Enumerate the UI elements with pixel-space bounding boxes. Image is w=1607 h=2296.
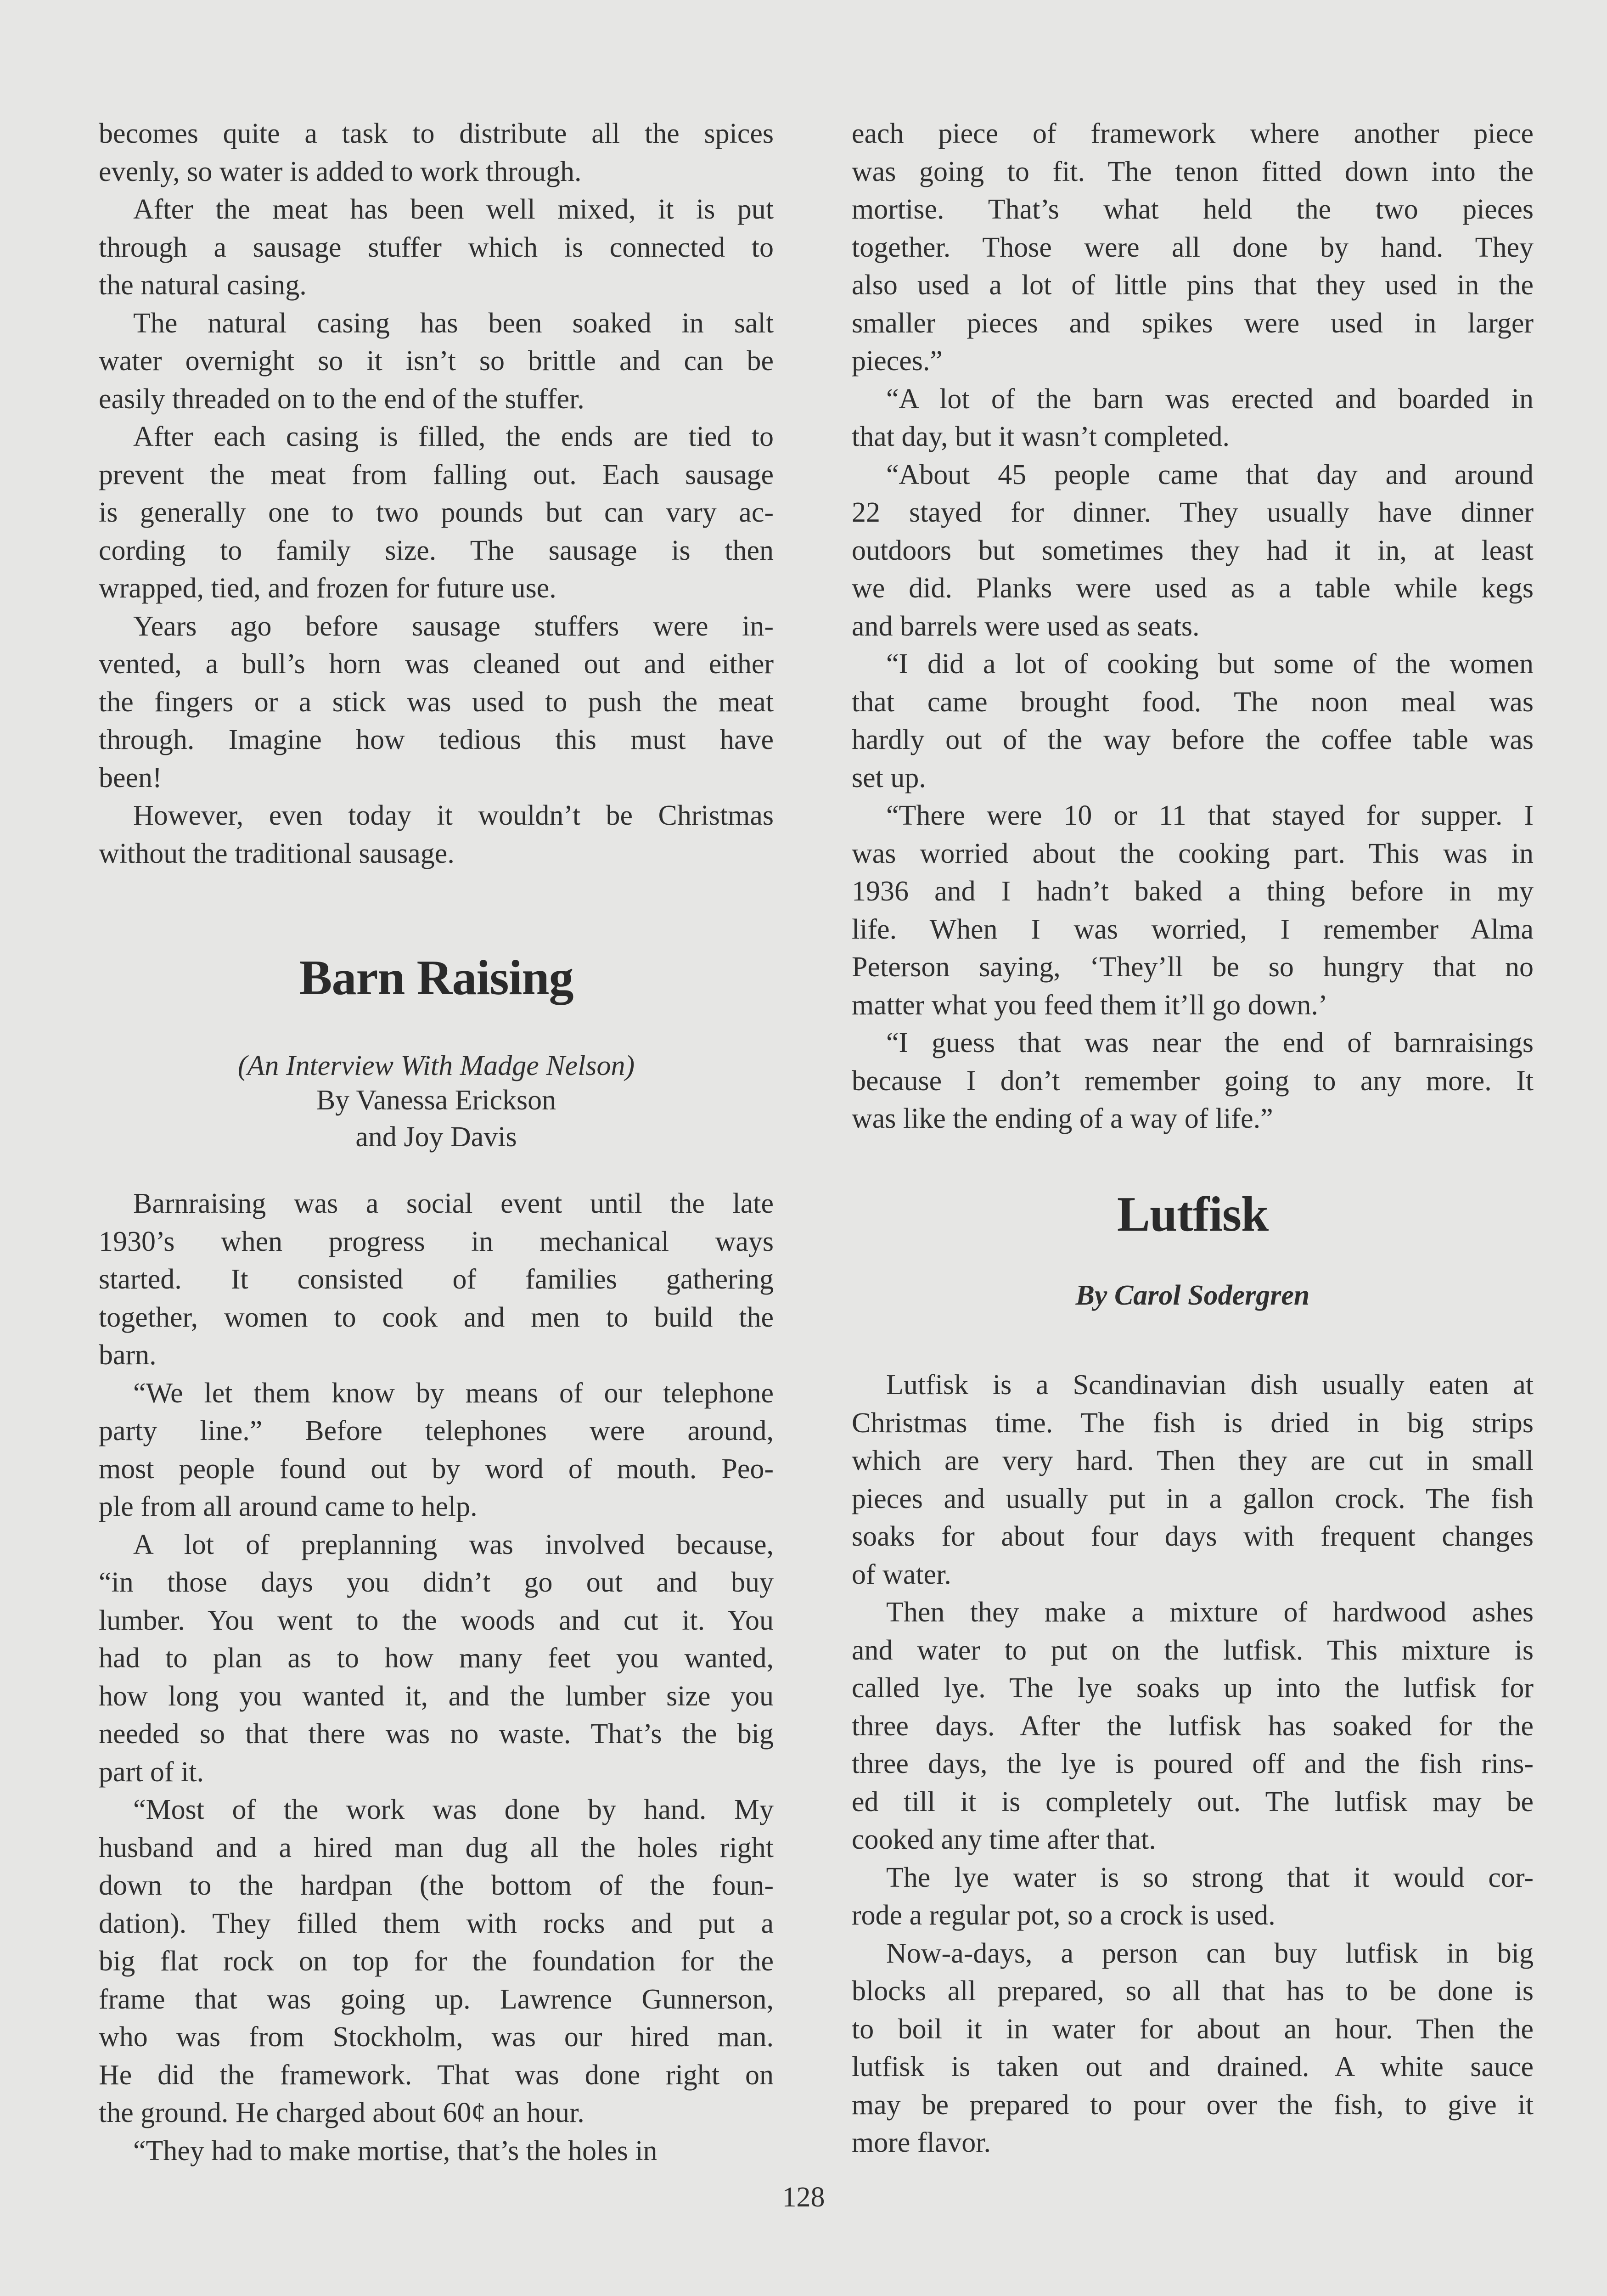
text-line: He did the framework. That was done right on [99, 2059, 774, 2091]
text-line: the fingers or a stick was used to push the meat [99, 686, 774, 718]
text-line: each piece of framework where another piece [852, 118, 1534, 149]
text-line: how long you wanted it, and the lumber size you [99, 1680, 774, 1712]
text-line: blocks all prepared, so all that has to be done is [852, 1975, 1534, 2007]
text-line: The lye water is so strong that it would cor- [886, 1862, 1534, 1893]
text-line: “There were 10 or 11 that stayed for supper. I [886, 800, 1534, 831]
text-line: life. When I was worried, I remember Alma [852, 913, 1534, 945]
text-line: had to plan as to how many feet you wanted, [99, 1643, 774, 1674]
text-line: 1936 and I hadn’t baked a thing before in my [852, 876, 1534, 907]
text-line: down to the hardpan (the bottom of the foun- [99, 1870, 774, 1901]
text-line: party line.” Before telephones were around, [99, 1415, 774, 1446]
text-line: to boil it in water for about an hour. Then the [852, 2013, 1534, 2045]
text-line: three days. After the lutfisk has soaked for the [852, 1710, 1534, 1742]
text-line: “I guess that was near the end of barnraisings [886, 1027, 1534, 1058]
text-line: smaller pieces and spikes were used in larger [852, 307, 1534, 339]
text-line: evenly, so water is added to work through. [99, 156, 582, 187]
text-line: rode a regular pot, so a crock is used. [852, 1900, 1275, 1931]
text-line: After each casing is filled, the ends are tied to [133, 421, 774, 452]
text-line: was like the ending of a way of life.” [852, 1103, 1273, 1134]
text-line: barn. [99, 1339, 157, 1371]
text-line: Now-a-days, a person can buy lutfisk in big [886, 1937, 1534, 1969]
text-line: pieces and usually put in a gallon crock. The fish [852, 1483, 1534, 1514]
text-line: because I don’t remember going to any more. It [852, 1065, 1534, 1097]
text-line: “They had to make mortise, that’s the holes in [133, 2135, 657, 2167]
text-line: big flat rock on top for the foundation for the [99, 1946, 774, 1977]
barn-raising-subtitle: (An Interview With Madge Nelson) [237, 1050, 635, 1081]
text-line: been! [99, 762, 162, 793]
text-line: “Most of the work was done by hand. My [133, 1794, 774, 1825]
text-line: and water to put on the lutfisk. This mixture is [852, 1634, 1534, 1666]
text-line: Peterson saying, ‘They’ll be so hungry that no [852, 951, 1534, 983]
text-line: we did. Planks were used as a table while kegs [852, 573, 1534, 604]
text-line: lumber. You went to the woods and cut it. You [99, 1604, 774, 1636]
text-line: frame that was going up. Lawrence Gunnerson, [99, 1983, 774, 2015]
text-line: Barnraising was a social event until the late [133, 1188, 774, 1219]
text-line: husband and a hired man dug all the holes right [99, 1832, 774, 1863]
text-line: water overnight so it isn’t so brittle and can be [99, 345, 774, 377]
text-line: started. It consisted of families gathering [99, 1264, 774, 1295]
text-line: lutfisk is taken out and drained. A white sauce [852, 2051, 1534, 2082]
text-line: needed so that there was no waste. That’s the big [99, 1718, 774, 1750]
text-line: wrapped, tied, and frozen for future use. [99, 573, 556, 604]
text-line: ple from all around came to help. [99, 1491, 478, 1522]
text-line: most people found out by word of mouth. Peo- [99, 1453, 774, 1485]
text-line: The natural casing has been soaked in salt [133, 307, 774, 339]
text-line: becomes quite a task to distribute all the spices [99, 118, 774, 149]
text-line: Lutfisk is a Scandinavian dish usually eaten at [886, 1369, 1534, 1401]
text-line: is generally one to two pounds but can vary ac- [99, 497, 774, 528]
text-line: who was from Stockholm, was our hired man. [99, 2021, 774, 2053]
text-line: was worried about the cooking part. This was in [852, 838, 1534, 869]
text-line: However, even today it wouldn’t be Christmas [133, 800, 774, 831]
text-line: Years ago before sausage stuffers were in- [133, 610, 774, 642]
text-line: “We let them know by means of our telephone [133, 1377, 774, 1409]
text-line: dation). They filled them with rocks and put a [99, 1908, 774, 1939]
barn-raising-author-line2: and Joy Davis [355, 1121, 517, 1153]
text-line: without the traditional sausage. [99, 838, 455, 869]
text-line: and barrels were used as seats. [852, 610, 1200, 642]
text-line: cording to family size. The sausage is then [99, 535, 774, 566]
text-line: set up. [852, 762, 926, 793]
text-line: was going to fit. The tenon fitted down into the [852, 156, 1534, 187]
text-line: three days, the lye is poured off and the fish rins- [852, 1748, 1534, 1779]
text-line: through a sausage stuffer which is connected to [99, 231, 774, 263]
page-number: 128 [782, 2182, 825, 2213]
text-line: easily threaded on to the end of the stuffer. [99, 383, 584, 415]
text-line: the natural casing. [99, 270, 307, 301]
barn-raising-author-line1: By Vanessa Erickson [316, 1085, 556, 1116]
text-line: that came brought food. The noon meal was [852, 686, 1534, 718]
text-line: “in those days you didn’t go out and buy [99, 1567, 774, 1598]
text-line: together, women to cook and men to build the [99, 1301, 774, 1333]
text-line: hardly out of the way before the coffee table was [852, 724, 1534, 755]
text-line: more flavor. [852, 2127, 991, 2158]
text-line: pieces.” [852, 345, 943, 377]
text-line: which are very hard. Then they are cut in small [852, 1445, 1534, 1476]
lutfisk-author: By Carol Sodergren [1075, 1280, 1310, 1311]
text-line: outdoors but sometimes they had it in, at least [852, 535, 1534, 566]
text-line: Then they make a mixture of hardwood ashes [886, 1597, 1534, 1628]
text-line: 1930’s when progress in mechanical ways [99, 1226, 774, 1257]
text-line: mortise. That’s what held the two pieces [852, 194, 1534, 225]
text-line: may be prepared to pour over the fish, to give it [852, 2089, 1534, 2121]
text-line: matter what you feed them it’ll go down.’ [852, 989, 1328, 1021]
text-line: ed till it is completely out. The lutfisk may be [852, 1786, 1534, 1818]
text-line: “About 45 people came that day and around [886, 459, 1534, 490]
text-line: prevent the meat from falling out. Each sausage [99, 459, 774, 490]
text-line: also used a lot of little pins that they used in the [852, 270, 1534, 301]
text-line: cooked any time after that. [852, 1824, 1156, 1855]
text-line: Christmas time. The fish is dried in big strips [852, 1407, 1534, 1439]
text-line: A lot of preplanning was involved because, [133, 1529, 774, 1560]
barn-raising-title: Barn Raising [299, 951, 573, 1005]
lutfisk-title: Lutfisk [1117, 1187, 1269, 1242]
text-line: the ground. He charged about 60¢ an hour. [99, 2097, 584, 2128]
text-line: part of it. [99, 1756, 204, 1788]
text-line: After the meat has been well mixed, it is put [133, 194, 774, 225]
text-line: vented, a bull’s horn was cleaned out and either [99, 648, 774, 680]
text-line: through. Imagine how tedious this must have [99, 724, 774, 755]
text-line: soaks for about four days with frequent changes [852, 1521, 1534, 1552]
text-line: “A lot of the barn was erected and boarded in [886, 383, 1534, 415]
text-line: of water. [852, 1559, 951, 1590]
text-line: “I did a lot of cooking but some of the women [886, 648, 1534, 680]
text-line: together. Those were all done by hand. They [852, 231, 1534, 263]
text-line: called lye. The lye soaks up into the lutfisk for [852, 1672, 1534, 1704]
text-line: 22 stayed for dinner. They usually have dinner [852, 497, 1534, 528]
text-line: that day, but it wasn’t completed. [852, 421, 1230, 452]
